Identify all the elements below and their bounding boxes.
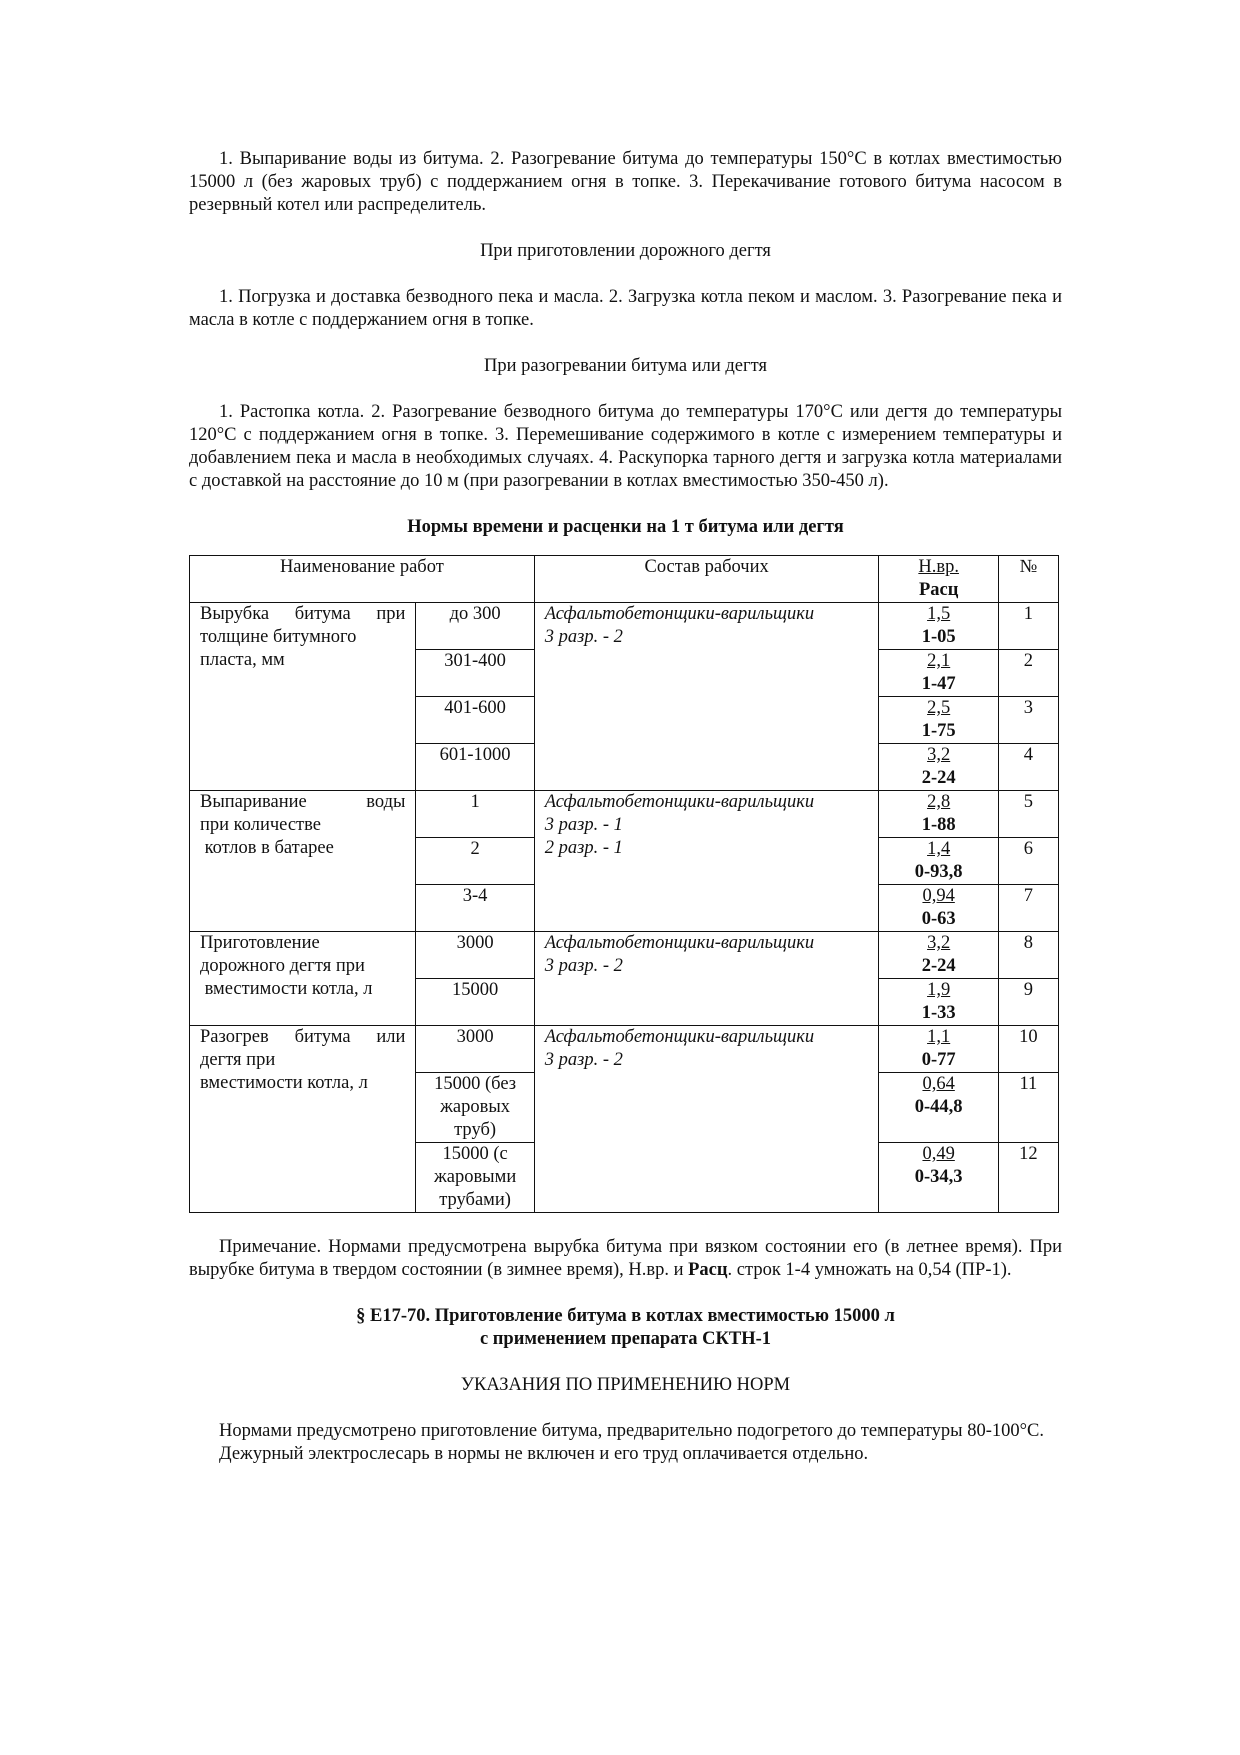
section-subheading: УКАЗАНИЯ ПО ПРИМЕНЕНИЮ НОРМ (460, 1375, 791, 1395)
header-rate: Расц (918, 580, 959, 600)
rate-value: 2-24 (921, 956, 956, 976)
norm-time-value: 3,2 (927, 745, 951, 765)
work-name-line: Разогрев битума или (200, 1027, 406, 1047)
work-name-line: котлов в батарее (200, 838, 334, 858)
note-text-a: Примечание. Нормами предусмотрена вырубка битума при вязком состоянии его (в летнее время). При вырубке битума в твердом состоянии (в зимнее время), Н.вр. и (189, 1237, 1062, 1280)
norm-time-value: 1,4 (927, 839, 951, 859)
section-paragraph-1: Нормами предусмотрено приготовление битума, предварительно подогретого до температуры 80-100°С. (219, 1421, 1045, 1441)
crew-line: 3 разр. - 2 (544, 1050, 623, 1070)
norm-rate-cell (879, 1143, 998, 1213)
work-name-line: Выпаривание воды (200, 792, 406, 812)
note-text-bold: Расц (688, 1260, 728, 1280)
work-name-cell (190, 932, 416, 1026)
work-name-line: пласта, мм (200, 650, 285, 670)
section-title-line2: с применением препарата СКТН-1 (479, 1329, 772, 1349)
note-paragraph (189, 1236, 1062, 1282)
crew-line: 3 разр. - 1 (544, 815, 623, 835)
norm-rate-cell (879, 885, 998, 932)
rate-value: 1-88 (921, 815, 956, 835)
parameter-cell: 1 (416, 791, 534, 838)
norm-time-value: 1,5 (927, 604, 951, 624)
norm-rate-cell (879, 791, 998, 838)
table-row (190, 1026, 1059, 1073)
crew-cell (534, 791, 879, 932)
norm-time-value: 0,49 (922, 1144, 955, 1164)
row-number-cell: 7 (998, 885, 1058, 932)
subheading-road-tar: При приготовлении дорожного дегтя (480, 241, 771, 261)
norm-time-value: 2,5 (927, 698, 951, 718)
crew-line: 3 разр. - 2 (544, 956, 623, 976)
paragraph-tar-steps: 1. Погрузка и доставка безводного пека и масла. 2. Загрузка котла пеком и маслом. 3. Разогревание пека и масла в котле с поддержанием огня в топке. (189, 287, 1062, 330)
norms-table (189, 555, 1059, 1213)
header-crew: Состав рабочих (534, 556, 879, 603)
table-header-row (190, 556, 1059, 603)
norm-rate-cell (879, 979, 998, 1026)
parameter-cell: 15000 (416, 979, 534, 1026)
norm-time-value: 3,2 (927, 933, 951, 953)
parameter-cell: 601-1000 (416, 744, 534, 791)
norm-time-value: 0,64 (922, 1074, 955, 1094)
row-number-cell: 5 (998, 791, 1058, 838)
row-number-cell: 4 (998, 744, 1058, 791)
parameter-cell: 2 (416, 838, 534, 885)
section-title-line1: § Е17-70. Приготовление битума в котлах вместимостью 15000 л (356, 1306, 895, 1326)
subheading-heating: При разогревании битума или дегтя (484, 356, 767, 376)
rate-value: 2-24 (921, 768, 956, 788)
table-title: Нормы времени и расценки на 1 т битума или дегтя (407, 517, 844, 537)
norm-rate-cell (879, 1026, 998, 1073)
norm-rate-cell (879, 603, 998, 650)
note-text-b: . строк 1-4 умножать на 0,54 (ПР-1). (727, 1260, 1012, 1280)
parameter-cell: 15000 (без жаровых труб) (416, 1073, 534, 1143)
crew-line: 2 разр. - 1 (544, 838, 623, 858)
crew-line: Асфальтобетонщики-варильщики (544, 1027, 815, 1047)
crew-line: Асфальтобетонщики-варильщики (544, 792, 815, 812)
header-work-name: Наименование работ (190, 556, 535, 603)
rate-value: 0-34,3 (914, 1167, 963, 1187)
crew-cell (534, 1026, 879, 1213)
work-name-cell (190, 1026, 416, 1213)
work-name-line: при количестве (200, 815, 321, 835)
parameter-cell: 3000 (416, 932, 534, 979)
parameter-cell: до 300 (416, 603, 534, 650)
rate-value: 0-44,8 (914, 1097, 963, 1117)
row-number-cell: 2 (998, 650, 1058, 697)
table-row (190, 932, 1059, 979)
work-name-line: Вырубка битума при (200, 604, 406, 624)
rate-value: 0-77 (921, 1050, 956, 1070)
rate-value: 0-93,8 (914, 862, 963, 882)
rate-value: 1-33 (921, 1003, 956, 1023)
paragraph-evaporation-steps: 1. Выпаривание воды из битума. 2. Разогревание битума до температуры 150°С в котлах вместимостью 15000 л (без жаровых труб) с поддержанием огня в топке. 3. Перекачивание готового битума насосом в резервный котел или распределитель. (189, 149, 1062, 215)
table-body (190, 603, 1059, 1213)
norm-rate-cell (879, 932, 998, 979)
work-name-line: Приготовление (200, 933, 320, 953)
document-page (189, 148, 1062, 1466)
work-name-cell (190, 603, 416, 791)
norm-rate-cell (879, 697, 998, 744)
norm-rate-cell (879, 838, 998, 885)
work-name-line: дорожного дегтя при (200, 956, 365, 976)
crew-line: 3 разр. - 2 (544, 627, 623, 647)
rate-value: 1-75 (921, 721, 956, 741)
parameter-cell: 401-600 (416, 697, 534, 744)
crew-cell (534, 603, 879, 791)
norm-rate-cell (879, 650, 998, 697)
norm-time-value: 1,9 (927, 980, 951, 1000)
norm-time-value: 0,94 (922, 886, 955, 906)
crew-cell (534, 932, 879, 1026)
work-name-cell (190, 791, 416, 932)
header-number: № (998, 556, 1058, 603)
parameter-cell: 3000 (416, 1026, 534, 1073)
paragraph-heating-steps: 1. Растопка котла. 2. Разогревание безводного битума до температуры 170°С или дегтя до температуры 120°С с поддержанием огня в топке. 3. Перемешивание содержимого в котле с измерением температуры и добавлением пека и масла в необходимых случаях. 4. Раскупорка тарного дегтя и загрузка котла материалами с доставкой на расстояние до 10 м (при разогревании в котлах вместимостью 350-450 л). (189, 402, 1062, 491)
parameter-cell: 3-4 (416, 885, 534, 932)
crew-line: Асфальтобетонщики-варильщики (544, 933, 815, 953)
crew-line: Асфальтобетонщики-варильщики (544, 604, 815, 624)
header-norm-time: Н.вр. (918, 557, 959, 577)
norm-time-value: 2,8 (927, 792, 951, 812)
parameter-cell: 15000 (с жаровыми трубами) (416, 1143, 534, 1213)
row-number-cell: 3 (998, 697, 1058, 744)
rate-value: 1-05 (921, 627, 956, 647)
work-name-line: вместимости котла, л (200, 979, 373, 999)
row-number-cell: 8 (998, 932, 1058, 979)
table-row (190, 603, 1059, 650)
row-number-cell: 9 (998, 979, 1058, 1026)
norm-rate-cell (879, 1073, 998, 1143)
parameter-cell: 301-400 (416, 650, 534, 697)
norm-time-value: 1,1 (927, 1027, 951, 1047)
work-name-line: толщине битумного (200, 627, 357, 647)
norm-rate-cell (879, 744, 998, 791)
row-number-cell: 11 (998, 1073, 1058, 1143)
section-paragraph-2: Дежурный электрослесарь в нормы не включен и его труд оплачивается отдельно. (219, 1444, 869, 1464)
row-number-cell: 10 (998, 1026, 1058, 1073)
header-norm (879, 556, 998, 603)
rate-value: 0-63 (921, 909, 956, 929)
work-name-line: дегтя при (200, 1050, 276, 1070)
work-name-line: вместимости котла, л (200, 1073, 368, 1093)
row-number-cell: 1 (998, 603, 1058, 650)
norm-time-value: 2,1 (927, 651, 951, 671)
table-row (190, 791, 1059, 838)
rate-value: 1-47 (921, 674, 956, 694)
row-number-cell: 6 (998, 838, 1058, 885)
row-number-cell: 12 (998, 1143, 1058, 1213)
